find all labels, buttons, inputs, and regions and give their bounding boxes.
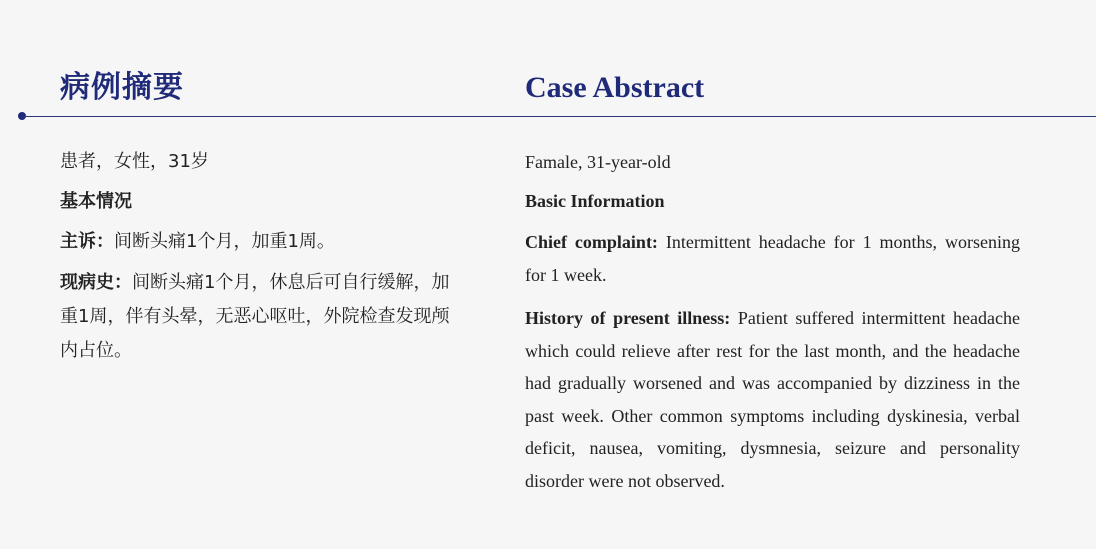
chief-complaint-text-en: Intermittent headache for 1 months, worsening for 1 week. bbox=[525, 232, 1020, 285]
chief-complaint-zh bbox=[60, 228, 460, 256]
page-title-chinese: 病例摘要 bbox=[60, 70, 184, 105]
present-illness-label-zh: 现病史： bbox=[60, 272, 132, 293]
chief-complaint-label-en: Chief complaint: bbox=[525, 232, 658, 252]
present-illness-en bbox=[525, 302, 1020, 497]
present-illness-zh bbox=[60, 266, 460, 368]
patient-info-zh: 患者，女性，31岁 bbox=[60, 151, 209, 172]
basic-info-heading-zh-text: 基本情况 bbox=[60, 191, 132, 212]
present-illness-label-en: History of present illness: bbox=[525, 308, 731, 328]
patient-info-en: Famale, 31-year-old bbox=[525, 152, 671, 172]
header-divider bbox=[22, 116, 1096, 117]
present-illness-text-zh: 间断头痛1个月，休息后可自行缓解，加重1周，伴有头晕，无恶心呕吐，外院检查发现颅内占位。 bbox=[60, 272, 450, 361]
present-illness-text-en: Patient suffered intermittent headache which could relieve after rest for the last month, and the headache had gradually worsened and was accompanied by dizziness in the past week. Other common symptoms including dyskinesia, verbal deficit, nausea, vomiting, dysmnesia, seizure and personality disorder were not observed. bbox=[525, 308, 1021, 491]
page-title-english: Case Abstract bbox=[525, 71, 705, 104]
basic-info-heading-en bbox=[525, 187, 1020, 215]
chief-complaint-text-zh: 间断头痛1个月，加重1周。 bbox=[114, 231, 335, 252]
basic-info-heading-zh bbox=[60, 188, 460, 216]
chief-complaint-label-zh: 主诉： bbox=[60, 231, 114, 252]
chief-complaint-en bbox=[525, 226, 1020, 291]
english-column bbox=[525, 148, 1020, 508]
basic-info-heading-en-text: Basic Information bbox=[525, 191, 665, 211]
chinese-column bbox=[60, 148, 460, 380]
